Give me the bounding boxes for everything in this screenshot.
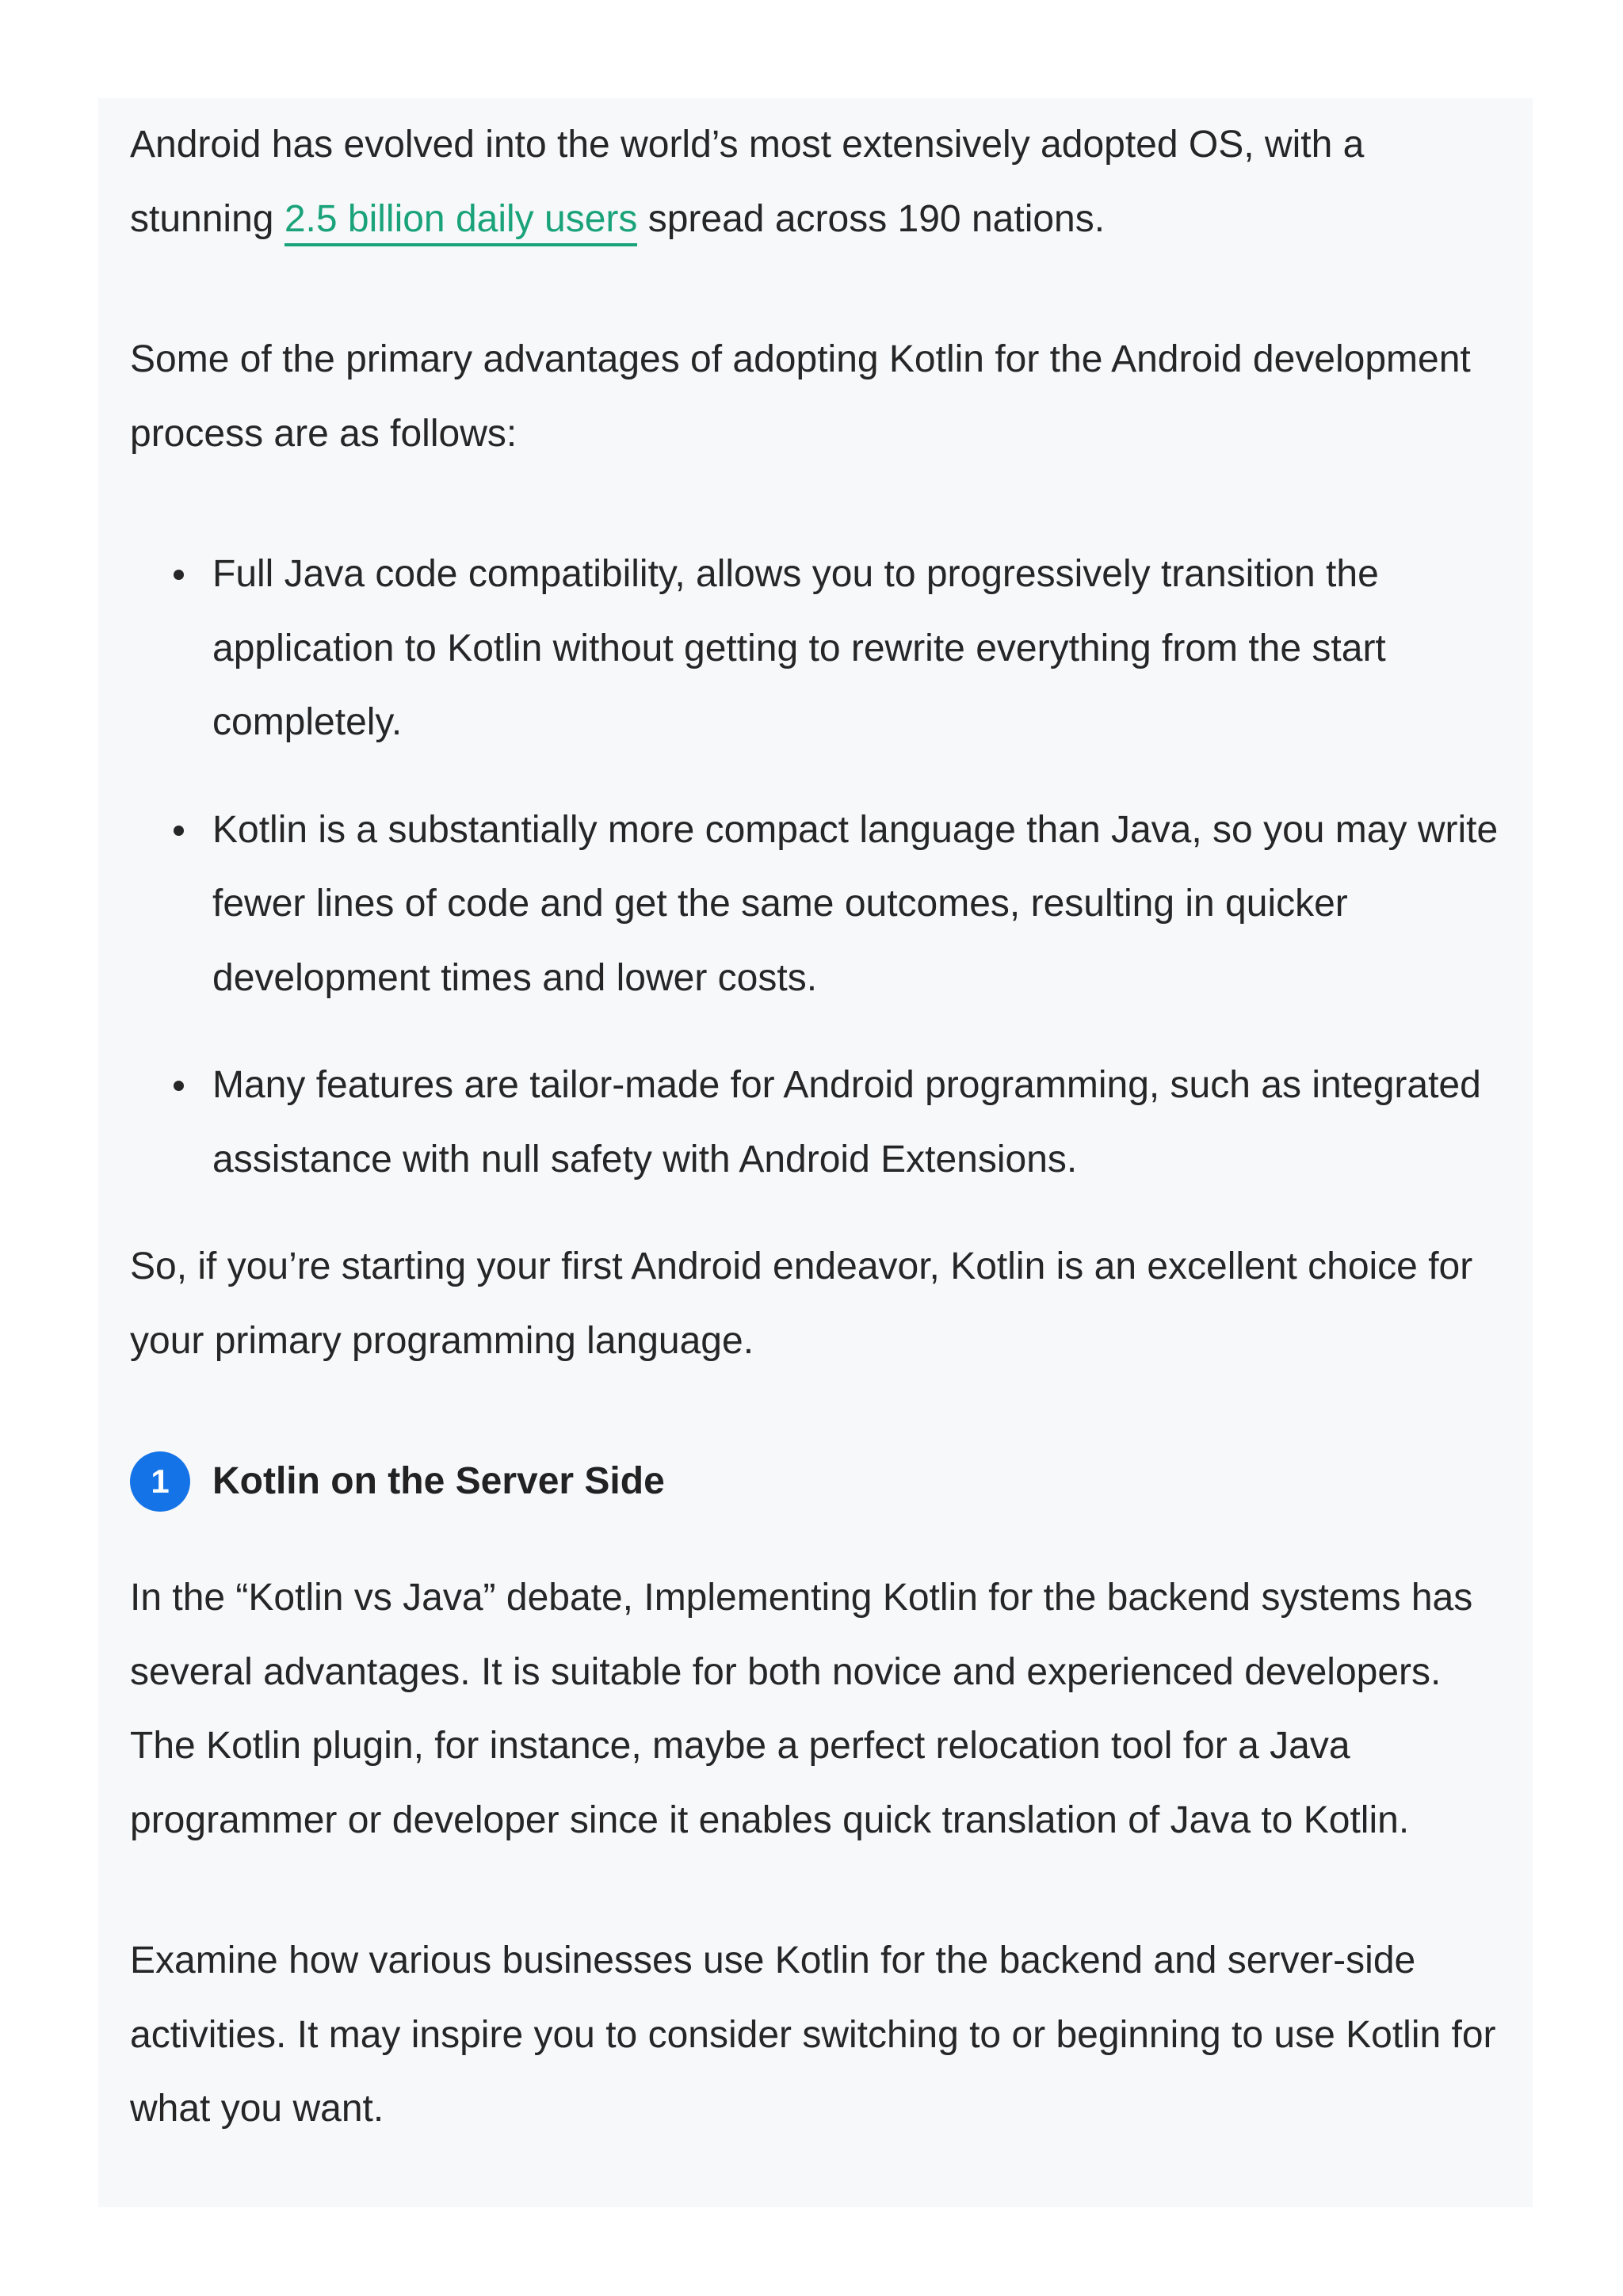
intro-paragraph <box>130 108 1509 256</box>
server-paragraph-2: Examine how various businesses use Kotlin for the backend and server-side activities. It may inspire you to consider switching to or beginning to use Kotlin for what you want. <box>130 1939 1496 2130</box>
section-title: Kotlin on the Server Side <box>212 1459 665 1502</box>
conclusion-paragraph: So, if you’re starting your first Android endeavor, Kotlin is an excellent choice for your primary programming language. <box>130 1245 1473 1362</box>
intro-text-after-link: spread across 190 nations. <box>637 197 1106 240</box>
list-item <box>130 1048 1509 1196</box>
list-item <box>130 793 1509 1016</box>
bullet-icon <box>174 1081 184 1091</box>
list-item <box>130 537 1509 760</box>
bullet-icon <box>174 570 184 580</box>
list-item-text: Many features are tailor-made for Android programming, such as integrated assistance with null safety with Android Extensions. <box>212 1064 1481 1180</box>
list-item-text: Kotlin is a substantially more compact language than Java, so you may write fewer lines of code and get the same outcomes, resulting in quicker development times and lower costs. <box>212 808 1499 999</box>
advantages-intro-paragraph: Some of the primary advantages of adopting Kotlin for the Android development process are as follows: <box>130 338 1471 455</box>
bullet-icon <box>174 826 184 836</box>
article-content <box>130 108 1509 2146</box>
list-item-text: Full Java code compatibility, allows you to progressively transition the application to Kotlin without getting to rewrite everything from the start completely. <box>212 553 1386 743</box>
server-paragraph-1: In the “Kotlin vs Java” debate, Implementing Kotlin for the backend systems has several advantages. It is suitable for both novice and experienced developers. The Kotlin plugin, for instance, maybe a perfect relocation tool for a Java programmer or developer since it enables quick translation of Java to Kotlin. <box>130 1577 1473 1841</box>
advantages-list <box>130 537 1509 1196</box>
section-heading <box>130 1444 1509 1518</box>
article-panel <box>98 98 1533 2207</box>
intro-text-before-link: Android has evolved into the world’s most extensively adopted OS, with a stunning <box>130 124 1365 240</box>
section-number-badge: 1 <box>130 1451 190 1512</box>
daily-users-link[interactable]: 2.5 billion daily users <box>285 198 638 246</box>
